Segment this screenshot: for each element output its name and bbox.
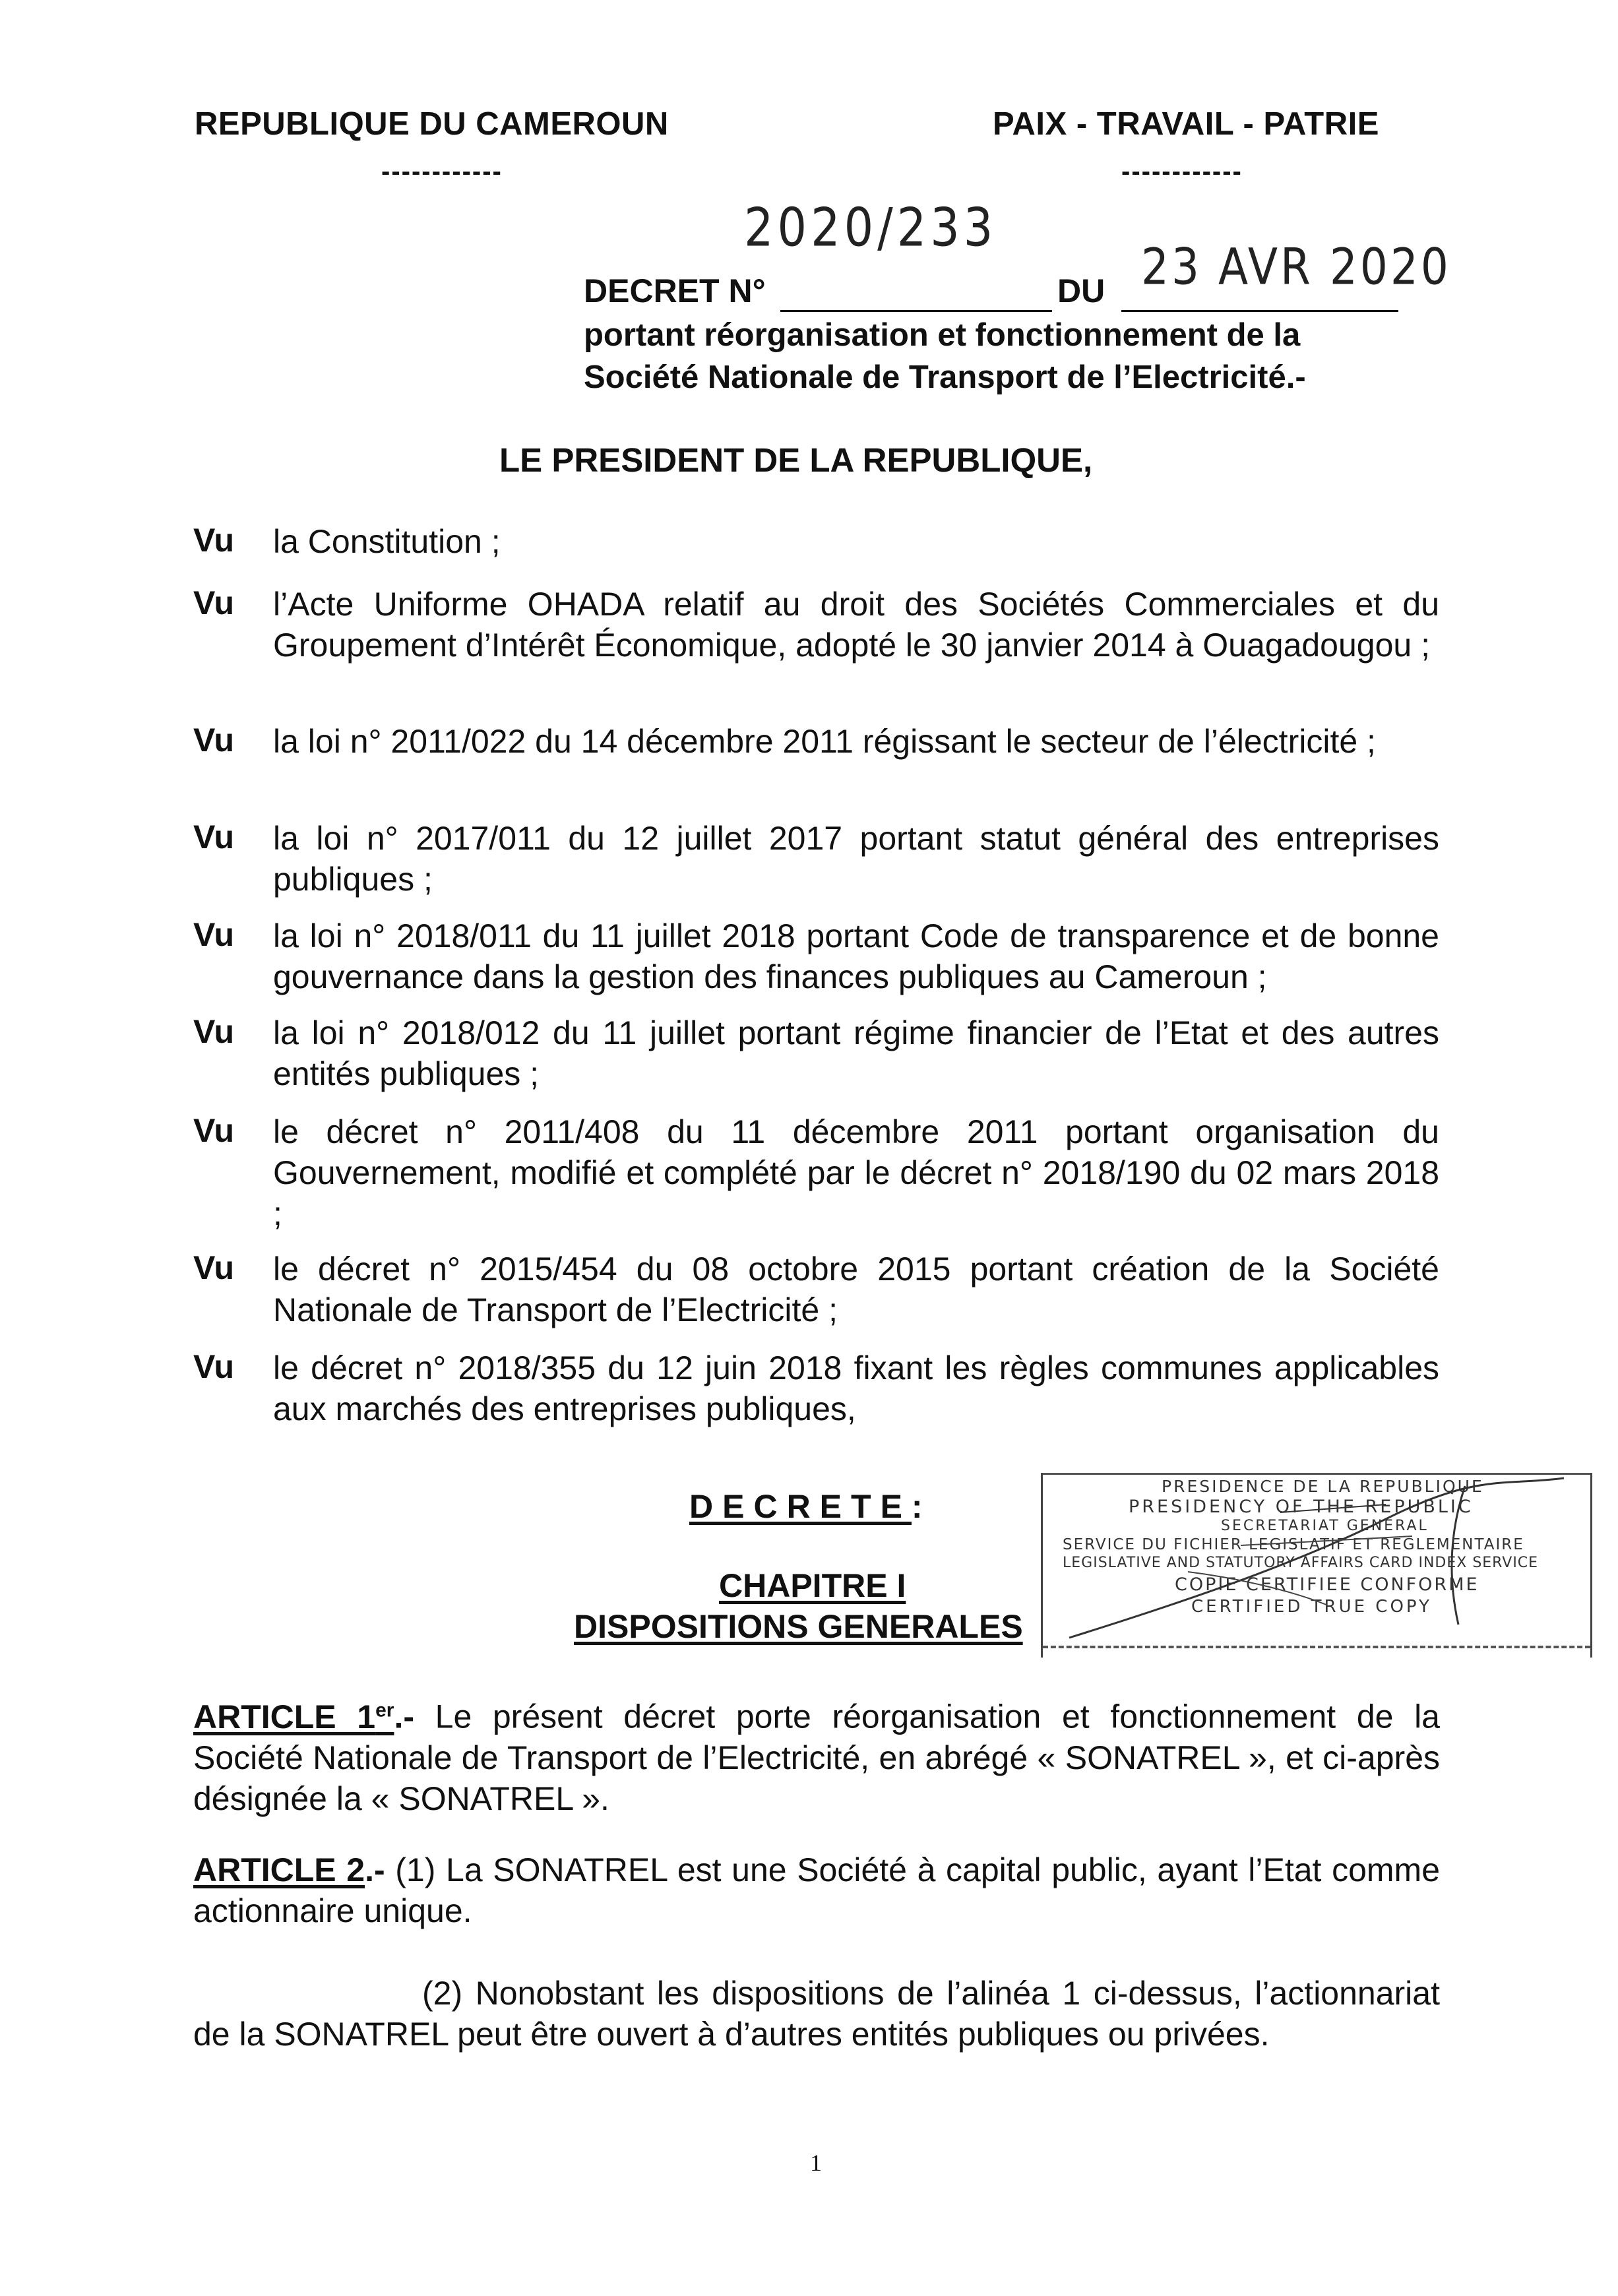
decree-subject-line-2: Société Nationale de Transport de l’Electricité.-: [584, 359, 1306, 395]
decree-date-label: DU: [1057, 272, 1105, 309]
vu-item: la Constitution ;: [273, 523, 501, 560]
article-2-paragraph-2: (2) Nonobstant les dispositions de l’alinéa 1 ci-dessus, l’actionnariat de la SONATREL peut être ouvert à d’autres entités publiques ou privées.: [193, 1975, 1440, 2053]
certification-stamp: [1041, 1473, 1592, 1658]
republic-title-dashes: ------------: [381, 157, 503, 186]
decree-number-label: DECRET N°: [584, 272, 766, 309]
vu-label: Vu: [193, 916, 235, 953]
vu-item: la loi n° 2017/011 du 12 juillet 2017 portant statut général des entreprises publiques ;: [273, 820, 1439, 898]
stamp-line: CERTIFIED TRUE COPY: [1191, 1597, 1432, 1617]
article-1: [193, 1690, 1440, 1819]
stamp-line: SERVICE DU FICHIER LEGISLATIF ET REGLEMENTAIRE: [1063, 1536, 1524, 1553]
article-2-paragraph-1: [193, 1849, 1440, 1931]
stamp-line: PRESIDENCY OF THE REPUBLIC: [1129, 1497, 1474, 1517]
article-1-label-suffix: .-: [394, 1698, 414, 1735]
article-2-text-1: (1) La SONATREL est une Société à capital public, ayant l’Etat comme actionnaire unique.: [193, 1851, 1440, 1929]
vu-label: Vu: [193, 1112, 235, 1149]
vu-label: Vu: [193, 1348, 235, 1385]
article-1-label-text: ARTICLE 1: [193, 1698, 376, 1735]
vu-item: la loi n° 2011/022 du 14 décembre 2011 régissant le secteur de l’électricité ;: [273, 723, 1376, 760]
president-heading: LE PRESIDENT DE LA REPUBLIQUE,: [499, 441, 1093, 479]
vu-item: l’Acte Uniforme OHADA relatif au droit des Sociétés Commerciales et du Groupement d’Intérêt Économique, adopté le 30 janvier 2014 à Ouagadougou ;: [273, 586, 1439, 664]
vu-label: Vu: [193, 584, 235, 621]
page-number: 1: [810, 2150, 822, 2176]
decree-number-underline: [780, 310, 1052, 312]
stamp-signature-icon: [1043, 1473, 1590, 1658]
decree-date-handwritten: 23 AVR 2020: [1141, 237, 1451, 296]
stamp-line: COPIE CERTIFIEE CONFORME: [1175, 1574, 1479, 1595]
motto-title: PAIX - TRAVAIL - PATRIE: [993, 106, 1379, 142]
article-1-label: [193, 1698, 394, 1735]
stamp-line: PRESIDENCE DE LA REPUBLIQUE: [1162, 1477, 1484, 1496]
decree-date-underline: [1121, 310, 1398, 312]
article-2-label: ARTICLE 2: [193, 1851, 365, 1888]
motto-title-dashes: ------------: [1121, 157, 1243, 186]
article-1-label-sup: er: [375, 1699, 394, 1721]
decree-subject-line-1: portant réorganisation et fonctionnement de la: [584, 317, 1301, 353]
chapter-title: CHAPITRE I: [719, 1567, 906, 1604]
vu-label: Vu: [193, 722, 235, 759]
vu-item: la loi n° 2018/011 du 11 juillet 2018 portant Code de transparence et de bonne gouvernance dans la gestion des finances publiques au Cameroun ;: [273, 917, 1439, 995]
decrete-heading: [689, 1487, 932, 1526]
vu-item: la loi n° 2018/012 du 11 juillet portant régime financier de l’Etat et des autres entités publiques ;: [273, 1014, 1439, 1092]
decrete-word: DECRETE: [689, 1488, 912, 1525]
republic-title: REPUBLIQUE DU CAMEROUN: [195, 106, 669, 142]
vu-label: Vu: [193, 1249, 235, 1286]
vu-label: Vu: [193, 522, 235, 559]
vu-label: Vu: [193, 819, 235, 855]
vu-item: le décret n° 2015/454 du 08 octobre 2015 portant création de la Société Nationale de Transport de l’Electricité ;: [273, 1251, 1439, 1328]
article-1-text: Le présent décret porte réorganisation et fonctionnement de la Société Nationale de Transport de l’Electricité, en abrégé « SONATREL », et ci-après désignée la « SONATREL ».: [193, 1698, 1440, 1817]
chapter-subtitle: DISPOSITIONS GENERALES: [574, 1608, 1023, 1645]
article-2-label-suffix: .-: [365, 1851, 385, 1888]
vu-label: Vu: [193, 1013, 235, 1050]
vu-item: le décret n° 2018/355 du 12 juin 2018 fixant les règles communes applicables aux marchés des entreprises publiques,: [273, 1350, 1439, 1427]
decree-number-handwritten: 2020/233: [744, 196, 997, 259]
stamp-line: SECRETARIAT GENERAL: [1221, 1518, 1429, 1534]
stamp-line: LEGISLATIVE AND STATUTORY AFFAIRS CARD INDEX SERVICE: [1063, 1555, 1539, 1571]
vu-item: le décret n° 2011/408 du 11 décembre 2011 portant organisation du Gouvernement, modifié et complété par le décret n° 2018/190 du 02 mars 2018 ;: [273, 1113, 1439, 1232]
decrete-colon: :: [911, 1488, 932, 1525]
